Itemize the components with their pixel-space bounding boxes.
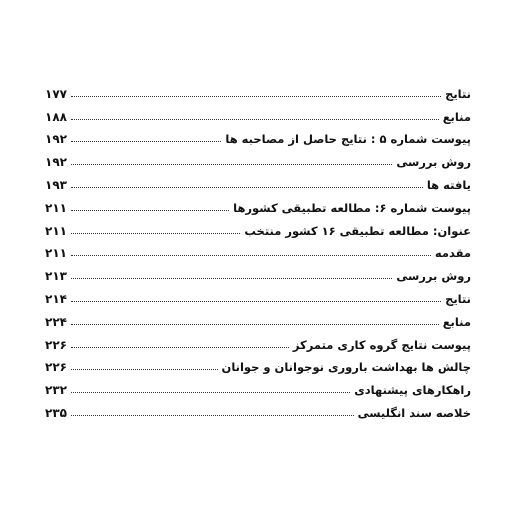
toc-entry-page: ۲۱۱ bbox=[45, 246, 67, 261]
toc-entry bbox=[45, 78, 471, 101]
dot-leader bbox=[71, 187, 423, 188]
toc-entry-page: ۱۷۷ bbox=[45, 86, 67, 101]
toc-entry-title: منابع bbox=[442, 314, 471, 329]
dot-leader bbox=[71, 324, 439, 325]
toc-entry bbox=[45, 397, 471, 420]
toc-entry-page: ۲۱۴ bbox=[45, 291, 67, 306]
dot-leader bbox=[71, 96, 441, 97]
toc-entry-page: ۲۲۶ bbox=[45, 337, 67, 352]
toc-entry-title: یافته ها bbox=[426, 177, 471, 192]
dot-leader bbox=[71, 347, 289, 348]
table-of-contents bbox=[45, 78, 471, 420]
toc-entry bbox=[45, 238, 471, 261]
toc-entry-page: ۲۲۶ bbox=[45, 360, 67, 375]
dot-leader bbox=[71, 255, 431, 256]
toc-entry bbox=[45, 260, 471, 283]
toc-entry bbox=[45, 374, 471, 397]
toc-entry-title: چالش ها بهداشت باروری نوجوانان و جوانان bbox=[221, 360, 471, 375]
toc-entry-page: ۱۸۸ bbox=[45, 109, 67, 124]
toc-entry bbox=[45, 306, 471, 329]
dot-leader bbox=[71, 369, 218, 370]
toc-entry-title: نتایج bbox=[445, 291, 471, 306]
toc-entry-page: ۲۱۱ bbox=[45, 200, 67, 215]
dot-leader bbox=[71, 141, 221, 142]
toc-entry-title: پیوست شماره ۵ : نتایج حاصل از مصاحبه ها bbox=[225, 132, 471, 147]
toc-entry-title: خلاصه سند انگلیسی bbox=[357, 405, 471, 420]
dot-leader bbox=[71, 301, 441, 302]
toc-entry-title: روش بررسی bbox=[396, 155, 471, 170]
toc-entry-title: پیوست شماره ۶: مطالعه تطبیقی کشورها bbox=[233, 200, 471, 215]
toc-entry bbox=[45, 215, 471, 238]
toc-entry bbox=[45, 169, 471, 192]
toc-entry-title: راهکارهای پیشنهادی bbox=[354, 383, 471, 398]
toc-entry-page: ۲۳۵ bbox=[45, 405, 67, 420]
dot-leader bbox=[71, 164, 392, 165]
dot-leader bbox=[71, 415, 354, 416]
toc-entry bbox=[45, 192, 471, 215]
toc-entry-title: مقدمه bbox=[434, 246, 471, 261]
toc-entry-title: عنوان: مطالعه تطبیقی ۱۶ کشور منتخب bbox=[244, 223, 471, 238]
toc-entry-page: ۲۳۲ bbox=[45, 383, 67, 398]
toc-entry-page: ۲۱۱ bbox=[45, 223, 67, 238]
toc-entry-page: ۲۲۴ bbox=[45, 314, 67, 329]
toc-entry-title: نتایج bbox=[445, 86, 471, 101]
toc-entry bbox=[45, 146, 471, 169]
dot-leader bbox=[71, 210, 229, 211]
toc-entry-title: روش بررسی bbox=[396, 269, 471, 284]
toc-entry-title: پیوست نتایج گروه کاری متمرکز bbox=[292, 337, 471, 352]
dot-leader bbox=[71, 392, 350, 393]
toc-entry bbox=[45, 283, 471, 306]
toc-entry-page: ۱۹۲ bbox=[45, 155, 67, 170]
dot-leader bbox=[71, 119, 439, 120]
toc-entry bbox=[45, 101, 471, 124]
toc-entry bbox=[45, 124, 471, 147]
dot-leader bbox=[71, 278, 392, 279]
dot-leader bbox=[71, 233, 240, 234]
toc-entry-page: ۱۹۲ bbox=[45, 132, 67, 147]
toc-entry bbox=[45, 329, 471, 352]
toc-entry-title: منابع bbox=[442, 109, 471, 124]
toc-entry-page: ۲۱۳ bbox=[45, 269, 67, 284]
toc-entry bbox=[45, 352, 471, 375]
toc-entry-page: ۱۹۳ bbox=[45, 177, 67, 192]
